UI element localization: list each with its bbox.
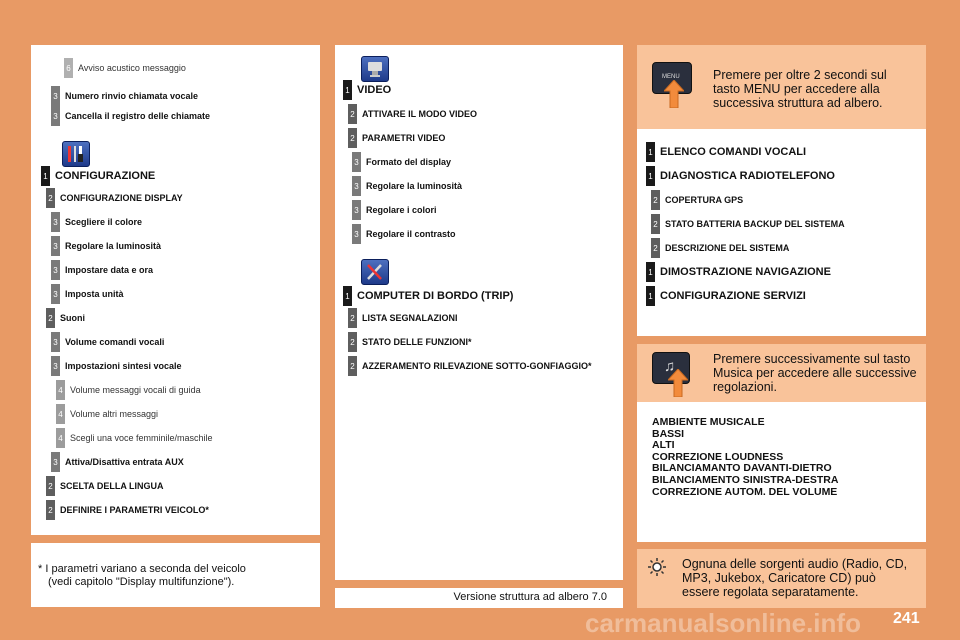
- menu-item-label: Volume comandi vocali: [65, 337, 165, 347]
- middle-menu-item: [348, 308, 458, 328]
- level-badge: 2: [651, 214, 660, 234]
- level-badge: 2: [348, 332, 357, 352]
- level-badge: 2: [46, 500, 55, 520]
- level-badge: 4: [56, 428, 65, 448]
- watermark: carmanualsonline.info: [585, 608, 861, 638]
- level-badge: 1: [343, 286, 352, 306]
- level-badge: 2: [46, 476, 55, 496]
- right-menu-item: [646, 166, 835, 186]
- level-badge: 3: [51, 332, 60, 352]
- right-menu-item: [646, 142, 806, 162]
- menu-item-label: DIAGNOSTICA RADIOTELEFONO: [660, 170, 835, 182]
- menu-item-label: CONFIGURAZIONE: [55, 170, 156, 182]
- video-monitor-icon: [361, 56, 389, 82]
- left-menu-item: [51, 86, 198, 106]
- menu-item-label: Regolare i colori: [366, 205, 437, 215]
- version-label: Versione struttura ad albero 7.0: [453, 591, 607, 603]
- arrow-up-icon-2: [668, 369, 688, 402]
- music-note-icon: ♫: [664, 358, 676, 375]
- middle-menu-item: [348, 356, 592, 376]
- menu-item-label: Regolare la luminosità: [65, 241, 162, 251]
- music-setting-item: ALTI: [652, 439, 675, 452]
- middle-menu-item: [352, 152, 451, 172]
- configuration-tools-icon: [62, 141, 90, 167]
- level-badge: 1: [646, 262, 655, 282]
- middle-menu-item: [352, 176, 462, 196]
- menu-item-label: LISTA SEGNALAZIONI: [362, 313, 458, 323]
- left-menu-item: [51, 236, 161, 256]
- menu-item-label: Imposta unità: [65, 289, 124, 299]
- level-badge: 3: [51, 452, 60, 472]
- page-number: 241: [893, 610, 920, 627]
- menu-item-label: DESCRIZIONE DEL SISTEMA: [665, 243, 790, 253]
- level-badge: 1: [646, 166, 655, 186]
- level-badge: 3: [352, 176, 361, 196]
- right-menu-item: [651, 214, 845, 234]
- menu-item-label: CONFIGURAZIONE DISPLAY: [60, 193, 183, 203]
- music-setting-item: CORREZIONE AUTOM. DEL VOLUME: [652, 485, 838, 498]
- menu-item-label: PARAMETRI VIDEO: [362, 133, 446, 143]
- arrow-up-icon: [664, 80, 684, 113]
- menu-item-label: AZZERAMENTO RILEVAZIONE SOTTO-GONFIAGGIO*: [362, 361, 592, 371]
- menu-item-label: SCELTA DELLA LINGUA: [60, 481, 164, 491]
- menu-item-label: Scegliere il colore: [65, 217, 143, 227]
- menu-item-label: Regolare la luminosità: [366, 181, 463, 191]
- middle-menu-item: [343, 80, 391, 100]
- right-menu-item: [646, 286, 806, 306]
- menu-item-label: Attiva/Disattiva entrata AUX: [65, 457, 184, 467]
- level-badge: 1: [646, 142, 655, 162]
- level-badge: 6: [64, 58, 73, 78]
- menu-item-label: DEFINIRE I PARAMETRI VEICOLO*: [60, 505, 209, 515]
- menu-item-label: Avviso acustico messaggio: [78, 63, 186, 73]
- left-menu-item: [56, 428, 213, 448]
- level-badge: 3: [352, 200, 361, 220]
- left-menu-item: [46, 188, 183, 208]
- tip-info-text: Ognuna delle sorgenti audio (Radio, CD, MP3, Jukebox, Caricatore CD) può essere regolata separatamente.: [682, 557, 908, 599]
- left-menu-item: [51, 260, 153, 280]
- menu-item-label: Regolare il contrasto: [366, 229, 456, 239]
- menu-item-label: Scegli una voce femminile/maschile: [70, 433, 213, 443]
- menu-item-label: STATO DELLE FUNZIONI*: [362, 337, 472, 347]
- right-menu-item: [651, 190, 743, 210]
- menu-item-label: ELENCO COMANDI VOCALI: [660, 146, 807, 158]
- left-menu-item: [64, 58, 186, 78]
- menu-item-label: Volume messaggi vocali di guida: [70, 385, 201, 395]
- menu-item-label: Impostare data e ora: [65, 265, 154, 275]
- menu-item-label: STATO BATTERIA BACKUP DEL SISTEMA: [665, 219, 845, 229]
- music-setting-item: BASSI: [652, 427, 685, 440]
- menu-item-label: Suoni: [60, 313, 85, 323]
- left-menu-item: [46, 308, 85, 328]
- middle-menu-item: [352, 224, 456, 244]
- left-menu-item: [41, 166, 155, 186]
- menu-item-label: COMPUTER DI BORDO (TRIP): [357, 290, 514, 302]
- level-badge: 2: [348, 104, 357, 124]
- level-badge: 2: [651, 238, 660, 258]
- menu-item-label: Impostazioni sintesi vocale: [65, 361, 182, 371]
- sun-icon: [647, 557, 667, 582]
- middle-menu-item: [348, 332, 472, 352]
- level-badge: 2: [46, 188, 55, 208]
- footnote-line-1: * I parametri variano a seconda del veicolo: [38, 563, 246, 575]
- left-menu-item: [51, 332, 164, 352]
- level-badge: 4: [56, 380, 65, 400]
- level-badge: 2: [651, 190, 660, 210]
- level-badge: 3: [51, 236, 60, 256]
- left-menu-item: [56, 380, 201, 400]
- music-setting-item: BILANCIAMENTO SINISTRA-DESTRA: [652, 473, 839, 486]
- menu-info-text: Premere per oltre 2 secondi sul tasto MENU per accedere alla successiva struttura ad albero.: [713, 68, 887, 110]
- level-badge: 3: [352, 224, 361, 244]
- left-menu-item: [46, 500, 209, 520]
- menu-item-label: DIMOSTRAZIONE NAVIGAZIONE: [660, 266, 831, 278]
- music-info-text: Premere successivamente sul tasto Musica per accedere alle successive regolazioni.: [713, 352, 917, 394]
- level-badge: 3: [51, 284, 60, 304]
- trip-computer-tools-icon: [361, 259, 389, 285]
- menu-item-label: COPERTURA GPS: [665, 195, 744, 205]
- menu-item-label: CONFIGURAZIONE SERVIZI: [660, 290, 806, 302]
- footnote-line-2: (vedi capitolo "Display multifunzione").: [48, 576, 235, 588]
- left-menu-item: [51, 452, 184, 472]
- music-setting-item: CORREZIONE LOUDNESS: [652, 450, 784, 463]
- level-badge: 4: [56, 404, 65, 424]
- level-badge: 2: [348, 128, 357, 148]
- menu-item-label: ATTIVARE IL MODO VIDEO: [362, 109, 478, 119]
- menu-item-label: Numero rinvio chiamata vocale: [65, 91, 199, 101]
- level-badge: 3: [51, 212, 60, 232]
- right-menu-item: [651, 238, 789, 258]
- middle-menu-item: [343, 286, 513, 306]
- right-menu-item: [646, 262, 831, 282]
- footnote: [38, 563, 246, 589]
- level-badge: 3: [51, 260, 60, 280]
- middle-menu-item: [348, 104, 477, 124]
- level-badge: 2: [348, 356, 357, 376]
- left-menu-item: [46, 476, 164, 496]
- left-menu-item: [51, 356, 182, 376]
- left-menu-item: [51, 212, 142, 232]
- level-badge: 1: [646, 286, 655, 306]
- middle-menu-item: [352, 200, 437, 220]
- middle-menu-item: [348, 128, 445, 148]
- level-badge: 2: [348, 308, 357, 328]
- level-badge: 3: [51, 356, 60, 376]
- menu-item-label: Formato del display: [366, 157, 452, 167]
- menu-item-label: Cancella il registro delle chiamate: [65, 111, 211, 121]
- level-badge: 3: [352, 152, 361, 172]
- music-settings-list: [652, 417, 838, 498]
- left-menu-item: [51, 284, 124, 304]
- level-badge: 1: [343, 80, 352, 100]
- level-badge: 3: [51, 106, 60, 126]
- menu-button-label: MENU: [662, 74, 680, 80]
- level-badge: 3: [51, 86, 60, 106]
- music-setting-item: AMBIENTE MUSICALE: [652, 416, 765, 428]
- music-setting-item: BILANCIAMANTO DAVANTI-DIETRO: [652, 462, 832, 475]
- left-menu-item: [56, 404, 158, 424]
- level-badge: 1: [41, 166, 50, 186]
- left-menu-item: [51, 106, 210, 126]
- menu-item-label: Volume altri messaggi: [70, 409, 159, 419]
- level-badge: 2: [46, 308, 55, 328]
- menu-item-label: VIDEO: [357, 84, 392, 96]
